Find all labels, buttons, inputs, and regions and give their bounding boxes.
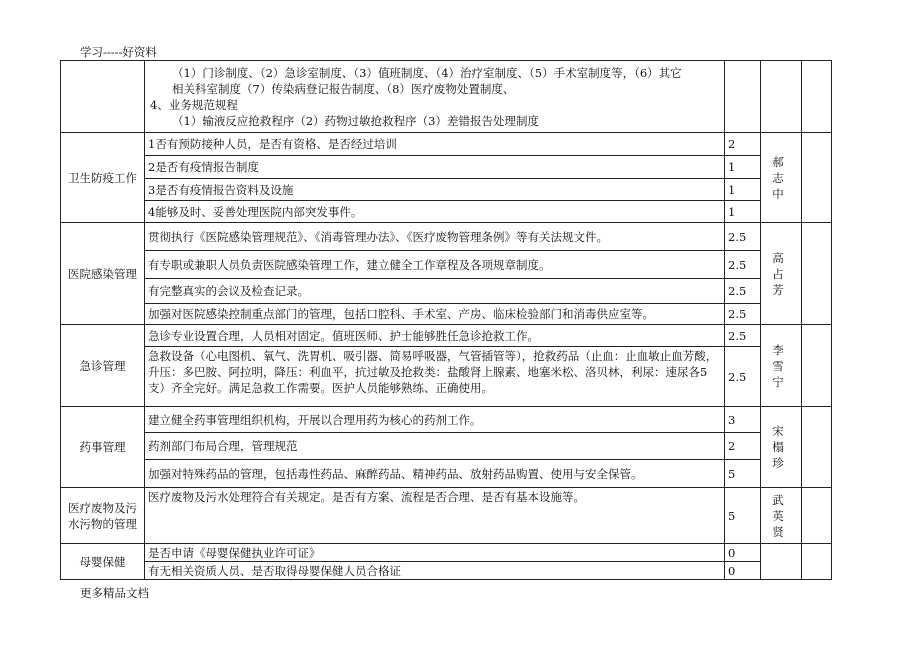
score-cell: 2.5: [725, 347, 761, 407]
table-row: [61, 223, 832, 251]
person-cell: 武英贤: [761, 488, 802, 544]
list-line: （1）门诊制度、（2）急诊室制度、（3）值班制度、（4）治疗室制度、（5）手术室制度等，（6）其它: [172, 65, 682, 80]
item-line: 急救设备（心电图机、氧气、洗胃机、吸引器、简易呼吸器，气管插管等），抢救药品（止血：止血敏止血芳酸，: [148, 349, 718, 363]
item-text: 急诊专业设置合理，人员相对固定。值班医师、护士能够胜任急诊抢救工作。: [145, 325, 725, 347]
score-cell: 2.5: [725, 223, 761, 251]
regulations-list: [145, 61, 725, 133]
score-cell: 2.5: [725, 251, 761, 279]
person-cell: [761, 544, 802, 580]
category-pharmacy-management: 药事管理: [61, 407, 145, 488]
table-row: [61, 488, 832, 544]
item-text: [145, 347, 725, 407]
category-maternal-health: 母婴保健: [61, 544, 145, 580]
header-note: 学习-----好资料: [80, 45, 157, 59]
person-cell: 宋榻珍: [761, 407, 802, 488]
table-row: [61, 407, 832, 433]
score-cell: 0: [725, 544, 761, 562]
table-row: [61, 304, 832, 325]
extra-cell: [802, 133, 832, 223]
item-text: 医疗废物及污水处理符合有关规定。是否有方案、流程是否合理、是否有基本设施等。: [145, 488, 725, 544]
score-cell: 5: [725, 460, 761, 488]
table-row: [61, 460, 832, 488]
item-text: 2是否有疫情报告制度: [145, 156, 725, 179]
table-row: [61, 179, 832, 201]
table-row: [61, 347, 832, 407]
extra-cell: [802, 407, 832, 488]
person-cell: 郝志中: [761, 133, 802, 223]
score-cell: 2.5: [725, 304, 761, 325]
item-text: 加强对医院感染控制重点部门的管理，包括口腔科、手术室、产房、临床检验部门和消毒供应室等。: [145, 304, 725, 325]
score-cell: 3: [725, 407, 761, 433]
score-cell: 1: [725, 179, 761, 201]
table-row: [61, 325, 832, 347]
table-row: [61, 433, 832, 460]
score-cell: 2: [725, 133, 761, 156]
list-line: （1）输液反应抢救程序（2）药物过敏抢救程序（3）差错报告处理制度: [172, 113, 539, 128]
category-emergency-management: 急诊管理: [61, 325, 145, 407]
item-text: 1否有预防接种人员，是否有资格、是否经过培训: [145, 133, 725, 156]
extra-cell: [802, 325, 832, 407]
category-medical-waste: 医疗废物及污水污物的管理: [61, 488, 145, 544]
person-cell: 李雪宁: [761, 325, 802, 407]
table-row: [61, 544, 832, 562]
item-text: 有完整真实的会议及检查记录。: [145, 279, 725, 304]
person-cell: [761, 61, 802, 133]
score-cell: [725, 61, 761, 133]
person-cell: 高占芳: [761, 223, 802, 325]
score-cell: 5: [725, 488, 761, 544]
item-text: 3是否有疫情报告资料及设施: [145, 179, 725, 201]
table-row: [61, 201, 832, 223]
extra-cell: [802, 223, 832, 325]
item-text: 4能够及时、妥善处理医院内部突发事件。: [145, 201, 725, 223]
list-line: 4、业务规范规程: [150, 97, 238, 112]
list-line: 相关科室制度（7）传染病登记报告制度、（8）医疗废物处置制度、: [172, 81, 515, 96]
item-line: 升压：多巴胺、阿拉明，降压：利血平，抗过敏及抢救类：盐酸肾上腺素、地塞米松、洛贝林，利尿：速尿各5: [148, 365, 708, 379]
item-line: 支）齐全完好。满足急救工作需要。医护人员能够熟练、正确使用。: [148, 381, 493, 395]
table-row: [61, 251, 832, 279]
extra-cell: [802, 544, 832, 580]
category-cell-empty: [61, 61, 145, 133]
evaluation-table: [60, 60, 832, 580]
score-cell: 1: [725, 156, 761, 179]
table-row: [61, 156, 832, 179]
item-text: 贯彻执行《医院感染管理规范》、《消毒管理办法》、《医疗废物管理条例》等有关法规文件。: [145, 223, 725, 251]
item-text: 有专职或兼职人员负责医院感染管理工作，建立健全工作章程及各项规章制度。: [145, 251, 725, 279]
item-text: 建立健全药事管理组织机构，开展以合理用药为核心的药剂工作。: [145, 407, 725, 433]
table-row: [61, 279, 832, 304]
footer-note: 更多精品文档: [80, 586, 149, 600]
category-epidemic-prevention: 卫生防疫工作: [61, 133, 145, 223]
category-infection-management: 医院感染管理: [61, 223, 145, 325]
table-row: [61, 61, 832, 133]
extra-cell: [802, 488, 832, 544]
item-text: 有无相关资质人员、是否取得母婴保健人员合格证: [145, 562, 725, 580]
table-row: [61, 133, 832, 156]
table-row: [61, 562, 832, 580]
score-cell: 1: [725, 201, 761, 223]
item-text: 加强对特殊药品的管理，包括毒性药品、麻醉药品、精神药品、放射药品购置、使用与安全保管。: [145, 460, 725, 488]
score-cell: 2.5: [725, 279, 761, 304]
score-cell: 0: [725, 562, 761, 580]
score-cell: 2: [725, 433, 761, 460]
item-text: 是否申请《母婴保健执业许可证》: [145, 544, 725, 562]
score-cell: 2.5: [725, 325, 761, 347]
extra-cell: [802, 61, 832, 133]
item-text: 药剂部门布局合理，管理规范: [145, 433, 725, 460]
